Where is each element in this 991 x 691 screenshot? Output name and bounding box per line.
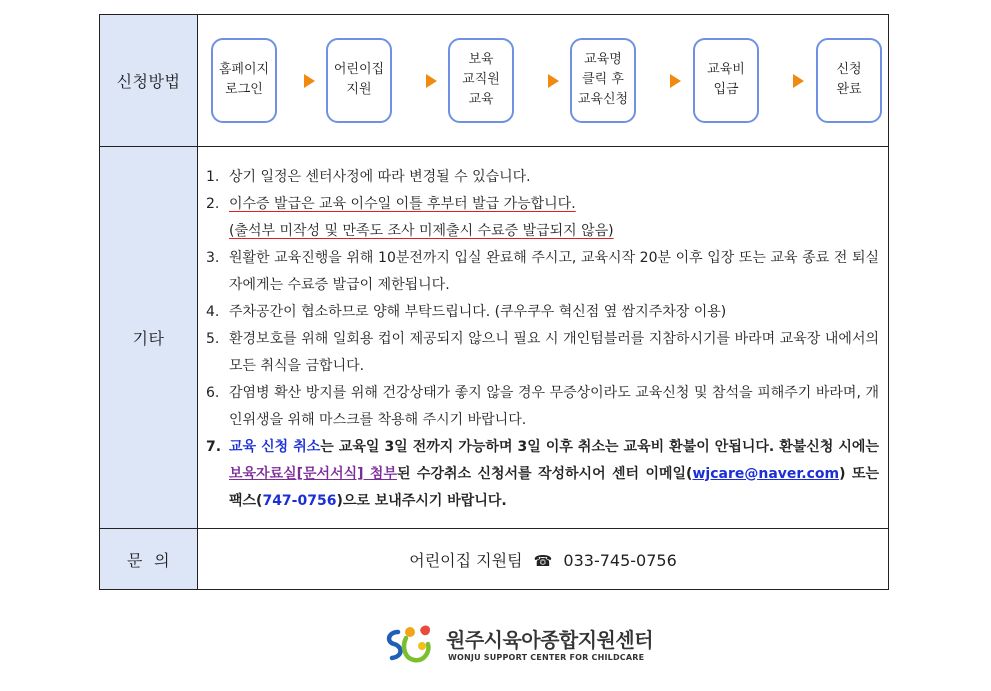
step-course-apply: 교육명 클릭 후 교육신청	[570, 38, 636, 123]
notes-row	[100, 147, 889, 529]
step-fee-payment: 교육비 입금	[693, 38, 759, 123]
center-logo	[384, 620, 654, 670]
contact-header: 문 의	[100, 529, 198, 590]
notes-cell	[198, 147, 889, 529]
center-logo-icon	[384, 620, 434, 668]
document-archive-link[interactable]: 보육자료실[문서서식] 첨부	[229, 465, 397, 482]
arrow-right-icon	[793, 74, 804, 88]
notes-list	[198, 151, 888, 525]
contact-row	[100, 529, 889, 590]
center-logo-subtitle: WONJU SUPPORT CENTER FOR CHILDCARE	[448, 653, 645, 662]
note-item-4: 4. 주차공간이 협소하므로 양해 부탁드립니다. (쿠우쿠우 혁신점 옆 쌈지주차장 이용)	[206, 303, 727, 320]
email-link[interactable]: wjcare@naver.com	[692, 465, 840, 482]
contact-cell	[198, 529, 889, 590]
step-staff-education: 보육 교직원 교육	[448, 38, 514, 123]
apply-row	[100, 15, 889, 147]
arrow-right-icon	[304, 74, 315, 88]
step-homepage-login: 홈페이지 로그인	[211, 38, 277, 123]
apply-method-header: 신청방법	[100, 15, 198, 147]
cancel-highlight: 교육 신청 취소	[229, 438, 321, 455]
note-item-5: 5. 환경보호를 위해 일회용 컵이 제공되지 않으니 필요 시 개인텀블러를 지참하시기를 바라며 교육장 내에서의 모든 취식을 금합니다.	[206, 330, 879, 374]
apply-flow-cell	[198, 15, 889, 147]
info-table	[99, 14, 889, 590]
contact-phone: 033-745-0756	[563, 550, 677, 570]
contact-team: 어린이집 지원팀	[409, 550, 523, 570]
apply-process-flow	[198, 16, 888, 146]
step-apply-complete: 신청 완료	[816, 38, 882, 123]
note-item-6: 6. 감염병 확산 방지를 위해 건강상태가 좋지 않을 경우 무증상이라도 교육신청 및 참석을 피해주기 바라며, 개인위생을 위해 마스크를 착용해 주시기 바랍니다.	[206, 384, 879, 428]
arrow-right-icon	[670, 74, 681, 88]
phone-icon: ☎	[533, 551, 553, 570]
fax-number: 747-0756	[262, 492, 337, 509]
center-logo-name: 원주시육아종합지원센터	[446, 628, 654, 652]
note-item-3: 3. 원활한 교육진행을 위해 10분전까지 입실 완료해 주시고, 교육시작 20분 이후 입장 또는 교육 종료 전 퇴실자에게는 수료증 발급이 제한됩니다.	[206, 249, 879, 293]
arrow-right-icon	[426, 74, 437, 88]
note-item-2-detail: (출석부 미작성 및 만족도 조사 미제출시 수료증 발급되지 않음)	[229, 222, 614, 239]
certificate-note: 이수증 발급은 교육 이수일 이틀 후부터 발급 가능합니다.	[229, 195, 576, 212]
note-item-7: 7. 교육 신청 취소는 교육일 3일 전까지 가능하며 3일 이후 취소는 교육비 환불이 안됩니다. 환불신청 시에는 보육자료실[문서서식] 첨부된 수강취소 신청서를 작성하시어 센터 이메일(wjcare@naver.com) 또는 팩스(747-0756)으로 보내주시기 바랍니다.	[206, 438, 879, 509]
arrow-right-icon	[548, 74, 559, 88]
step-daycare-support: 어린이집 지원	[326, 38, 392, 123]
note-item-1: 1. 상기 일정은 센터사정에 따라 변경될 수 있습니다.	[206, 168, 531, 185]
notes-header: 기타	[100, 147, 198, 529]
note-item-2: 2. 이수증 발급은 교육 이수일 이틀 후부터 발급 가능합니다.	[206, 195, 576, 212]
